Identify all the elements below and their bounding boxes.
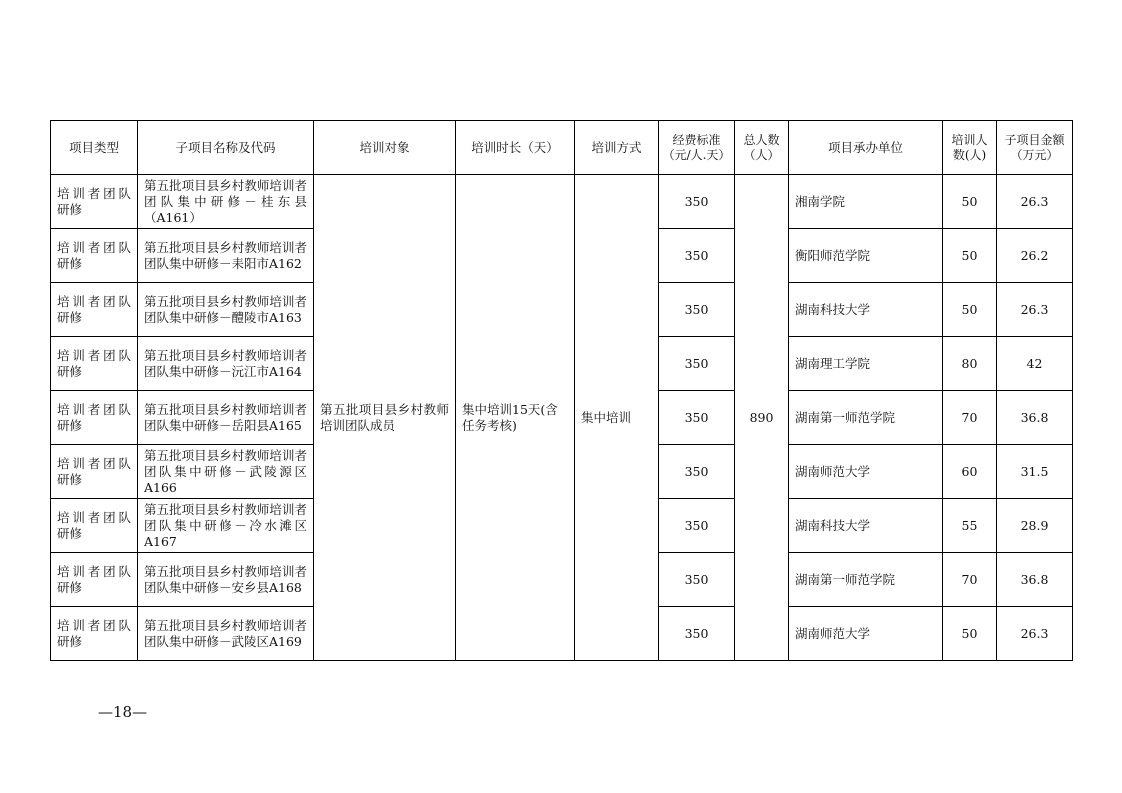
cell-host-unit: 湖南师范大学	[789, 445, 943, 499]
cell-host-unit: 湖南师范大学	[789, 607, 943, 661]
cell-trainee-count: 70	[943, 391, 997, 445]
cell-trainee-count: 55	[943, 499, 997, 553]
cell-subproject-name: 第五批项目县乡村教师培训者团队集中研修－冷水滩区A167	[138, 499, 314, 553]
cell-fee-standard: 350	[659, 607, 735, 661]
cell-host-unit: 湖南第一师范学院	[789, 553, 943, 607]
cell-trainee-count: 50	[943, 229, 997, 283]
cell-project-type: 培训者团队研修	[51, 499, 138, 553]
cell-fee-standard: 350	[659, 229, 735, 283]
cell-subproject-name: 第五批项目县乡村教师培训者团队集中研修－武陵源区A166	[138, 445, 314, 499]
cell-subproject-amount: 26.3	[997, 607, 1073, 661]
table-header-row	[51, 121, 1073, 175]
cell-project-type: 培训者团队研修	[51, 607, 138, 661]
page-number: —18—	[98, 703, 148, 721]
cell-subproject-amount: 26.2	[997, 229, 1073, 283]
header-training-duration: 培训时长（天）	[456, 121, 575, 175]
cell-subproject-name: 第五批项目县乡村教师培训者团队集中研修－耒阳市A162	[138, 229, 314, 283]
header-total-people: 总人数（人）	[735, 121, 789, 175]
cell-project-type: 培训者团队研修	[51, 445, 138, 499]
cell-project-type: 培训者团队研修	[51, 337, 138, 391]
cell-project-type: 培训者团队研修	[51, 283, 138, 337]
header-subproject-name: 子项目名称及代码	[138, 121, 314, 175]
cell-fee-standard: 350	[659, 283, 735, 337]
cell-trainee-count: 50	[943, 175, 997, 229]
cell-subproject-amount: 36.8	[997, 553, 1073, 607]
cell-project-type: 培训者团队研修	[51, 391, 138, 445]
cell-host-unit: 湖南科技大学	[789, 499, 943, 553]
cell-fee-standard: 350	[659, 337, 735, 391]
cell-subproject-name: 第五批项目县乡村教师培训者团队集中研修－醴陵市A163	[138, 283, 314, 337]
header-trainee-count: 培训人数(人)	[943, 121, 997, 175]
cell-trainee-count: 60	[943, 445, 997, 499]
cell-fee-standard: 350	[659, 391, 735, 445]
cell-subproject-name: 第五批项目县乡村教师培训者团队集中研修－岳阳县A165	[138, 391, 314, 445]
cell-host-unit: 湘南学院	[789, 175, 943, 229]
cell-subproject-name: 第五批项目县乡村教师培训者团队集中研修－武陵区A169	[138, 607, 314, 661]
cell-trainee-count: 50	[943, 283, 997, 337]
cell-subproject-amount: 26.3	[997, 283, 1073, 337]
cell-trainee-count: 50	[943, 607, 997, 661]
cell-host-unit: 衡阳师范学院	[789, 229, 943, 283]
cell-trainee-count: 80	[943, 337, 997, 391]
cell-subproject-amount: 31.5	[997, 445, 1073, 499]
cell-trainee-count: 70	[943, 553, 997, 607]
cell-fee-standard: 350	[659, 445, 735, 499]
header-host-unit: 项目承办单位	[789, 121, 943, 175]
cell-training-target: 第五批项目县乡村教师培训团队成员	[314, 175, 456, 661]
cell-subproject-name: 第五批项目县乡村教师培训者团队集中研修－安乡县A168	[138, 553, 314, 607]
cell-host-unit: 湖南科技大学	[789, 283, 943, 337]
cell-total-people: 890	[735, 175, 789, 661]
cell-project-type: 培训者团队研修	[51, 175, 138, 229]
header-training-method: 培训方式	[575, 121, 659, 175]
cell-project-type: 培训者团队研修	[51, 229, 138, 283]
cell-training-duration: 集中培训15天(含任务考核)	[456, 175, 575, 661]
cell-subproject-name: 第五批项目县乡村教师培训者团队集中研修－桂东县（A161）	[138, 175, 314, 229]
cell-subproject-amount: 42	[997, 337, 1073, 391]
header-fee-standard: 经费标准（元/人.天）	[659, 121, 735, 175]
cell-host-unit: 湖南理工学院	[789, 337, 943, 391]
cell-fee-standard: 350	[659, 553, 735, 607]
cell-subproject-amount: 26.3	[997, 175, 1073, 229]
cell-fee-standard: 350	[659, 499, 735, 553]
header-project-type: 项目类型	[51, 121, 138, 175]
header-subproject-amount: 子项目金额（万元）	[997, 121, 1073, 175]
cell-subproject-amount: 28.9	[997, 499, 1073, 553]
cell-host-unit: 湖南第一师范学院	[789, 391, 943, 445]
cell-subproject-name: 第五批项目县乡村教师培训者团队集中研修－沅江市A164	[138, 337, 314, 391]
cell-fee-standard: 350	[659, 175, 735, 229]
training-projects-table	[50, 120, 1073, 661]
table-row	[51, 175, 1073, 229]
cell-project-type: 培训者团队研修	[51, 553, 138, 607]
cell-training-method: 集中培训	[575, 175, 659, 661]
header-training-target: 培训对象	[314, 121, 456, 175]
cell-subproject-amount: 36.8	[997, 391, 1073, 445]
